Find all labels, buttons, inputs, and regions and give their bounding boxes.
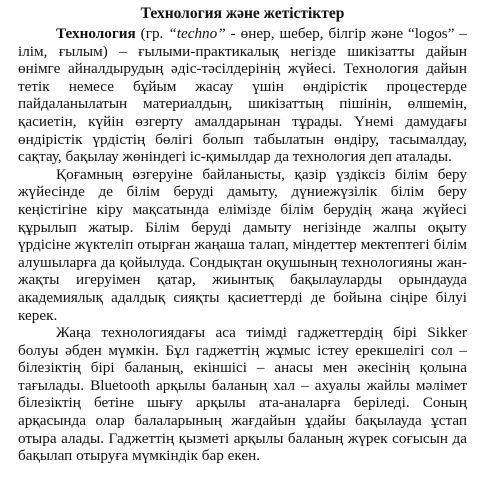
intro-paragraph: [18, 25, 467, 166]
term-heading: Технология: [56, 25, 136, 42]
document-title: Технология және жетістіктер: [140, 5, 345, 22]
education-paragraph: Қоғамның өзгеруіне байланысты, қазір үздіксіз білім беру жүйесінде де білім беруді дамыту, дүниежүзілік білім беру кеңістігіне кіру мақсатында елімізде білім берудің жаңа жүйесі құрылып жатыр. Білім беруді дамыту негізінде жалпы оқыту үрдісіне жүктеліп отырған жаңаша талап, міндеттер мектептегі білім алушыларға да қойылуда. Сондықтан оқушының технологияны жан-жақты игеруімен қатар, жиынтық бақылауларды орындауда академиялық адалдық сияқты қасиеттерді де бойына сіңіре білуі керек.: [18, 165, 467, 324]
intro-origin: (гр.: [135, 25, 169, 42]
intro-definition: - өнер, шебер, білгір және “logos” – ілім, ғылым) – ғылыми-практикалық негізде шикізатты дайын өнімге айналдырудың әдіс-тәсілдерінің жүйесі. Технология дайын тетік немесе бұйым жасау үшін өндірістік процестерде пайдаланылатын материалдың, шикізаттың пішінін, өлшемін, қасиетін, күйін өзгерту амалдарынан тұрады. Үнемі дамудағы өндірістік үрдістің бөлігі болып табылатын өндіру, тасымалдау, сақтау, бақылау жөніндегі іс-қимылдар да технология деп аталады.: [18, 25, 467, 166]
intro-techno: “techno”: [168, 25, 226, 42]
gadget-paragraph: Жаңа технологиядағы аса тиімді гаджеттердің бірі Sikker болуы әбден мүмкін. Бұл гаджеттің жұмыс істеу ерекшелігі сол – білезіктің бірі баланың, екіншісі – анасы мен әкесінің қолына тағылады. Bluetooth арқылы баланың хал – ахуалы жайлы мәлімет білезіктің бетіне шығу арқылы ата-аналарға беріледі. Соның арқасында олар балаларының жағдайын ұдайы бақылауда ұстап отыра алады. Гаджеттің қызметі арқылы баланың жүрек соғысын да бақылап отыруға мүмкіндік бар екен.: [18, 324, 467, 465]
